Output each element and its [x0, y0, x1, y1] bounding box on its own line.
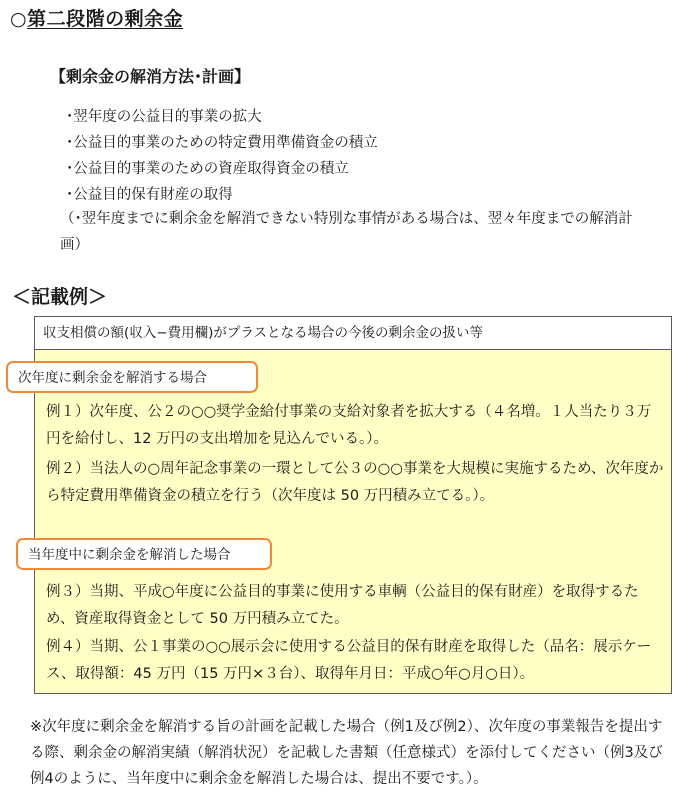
method-item: ･公益目的事業のための資産取得資金の積立 — [66, 161, 349, 177]
example-item-4: 例４）当期、公１事業の○○展示会に使用する公益目的保有財産を取得した（品名：展示ケース、取得額：45 万円（15 万円×３台）、取得年月日：平成○年○月○日）。 — [46, 639, 652, 682]
method-note: （･翌年度までに剰余金を解消できない特別な事情がある場合は、翌々年度までの解消計画） — [60, 211, 633, 253]
section-title — [10, 4, 183, 31]
method-item: ･公益目的事業のための特定費用準備資金の積立 — [66, 135, 378, 151]
method-heading: 【剰余金の解消方法･計画】 — [50, 67, 251, 86]
example-box-header: 収支相償の額(収入−費用欄)がプラスとなる場合の今後の剰余金の扱い等 — [35, 317, 671, 350]
example-item-3: 例３）当期、平成○年度に公益目的事業に使用する車輌（公益目的保有財産）を取得するため、資産取得資金として 50 万円積み立てた。 — [46, 584, 639, 627]
method-item: ･公益目的保有財産の取得 — [66, 187, 233, 203]
method-list — [66, 104, 378, 208]
example-item-2: 例２）当法人の○周年記念事業の一環として公３の○○事業を大規模に実施するため、次年度から特定費用準備資金の積立を行う（次年度は 50 万円積み立てる。）。 — [46, 461, 664, 504]
section-title-text: 第二段階の剰余金 — [27, 8, 184, 30]
method-item: ･翌年度の公益目的事業の拡大 — [66, 109, 262, 125]
circle-mark: ○ — [10, 8, 28, 30]
example-item-1: 例１）次年度、公２の○○奨学金給付事業の支給対象者を拡大する（４名増。１人当たり３万円を給付し、12 万円の支出増加を見込んでいる。）。 — [46, 404, 652, 447]
footnote: ※次年度に剰余金を解消する旨の計画を記載した場合（例1及び例2）、次年度の事業報告を提出する際、剰余金の解消実績（解消状況）を記載した書類（任意様式）を添付してください（例3及び例4のように、当年度中に剰余金を解消した場合は、提出不要です。）。 — [30, 719, 663, 787]
case-label-next-year: 次年度に剰余金を解消する場合 — [6, 361, 258, 393]
case-label-current-year: 当年度中に剰余金を解消した場合 — [16, 538, 272, 570]
example-heading: ＜記載例＞ — [12, 286, 108, 308]
